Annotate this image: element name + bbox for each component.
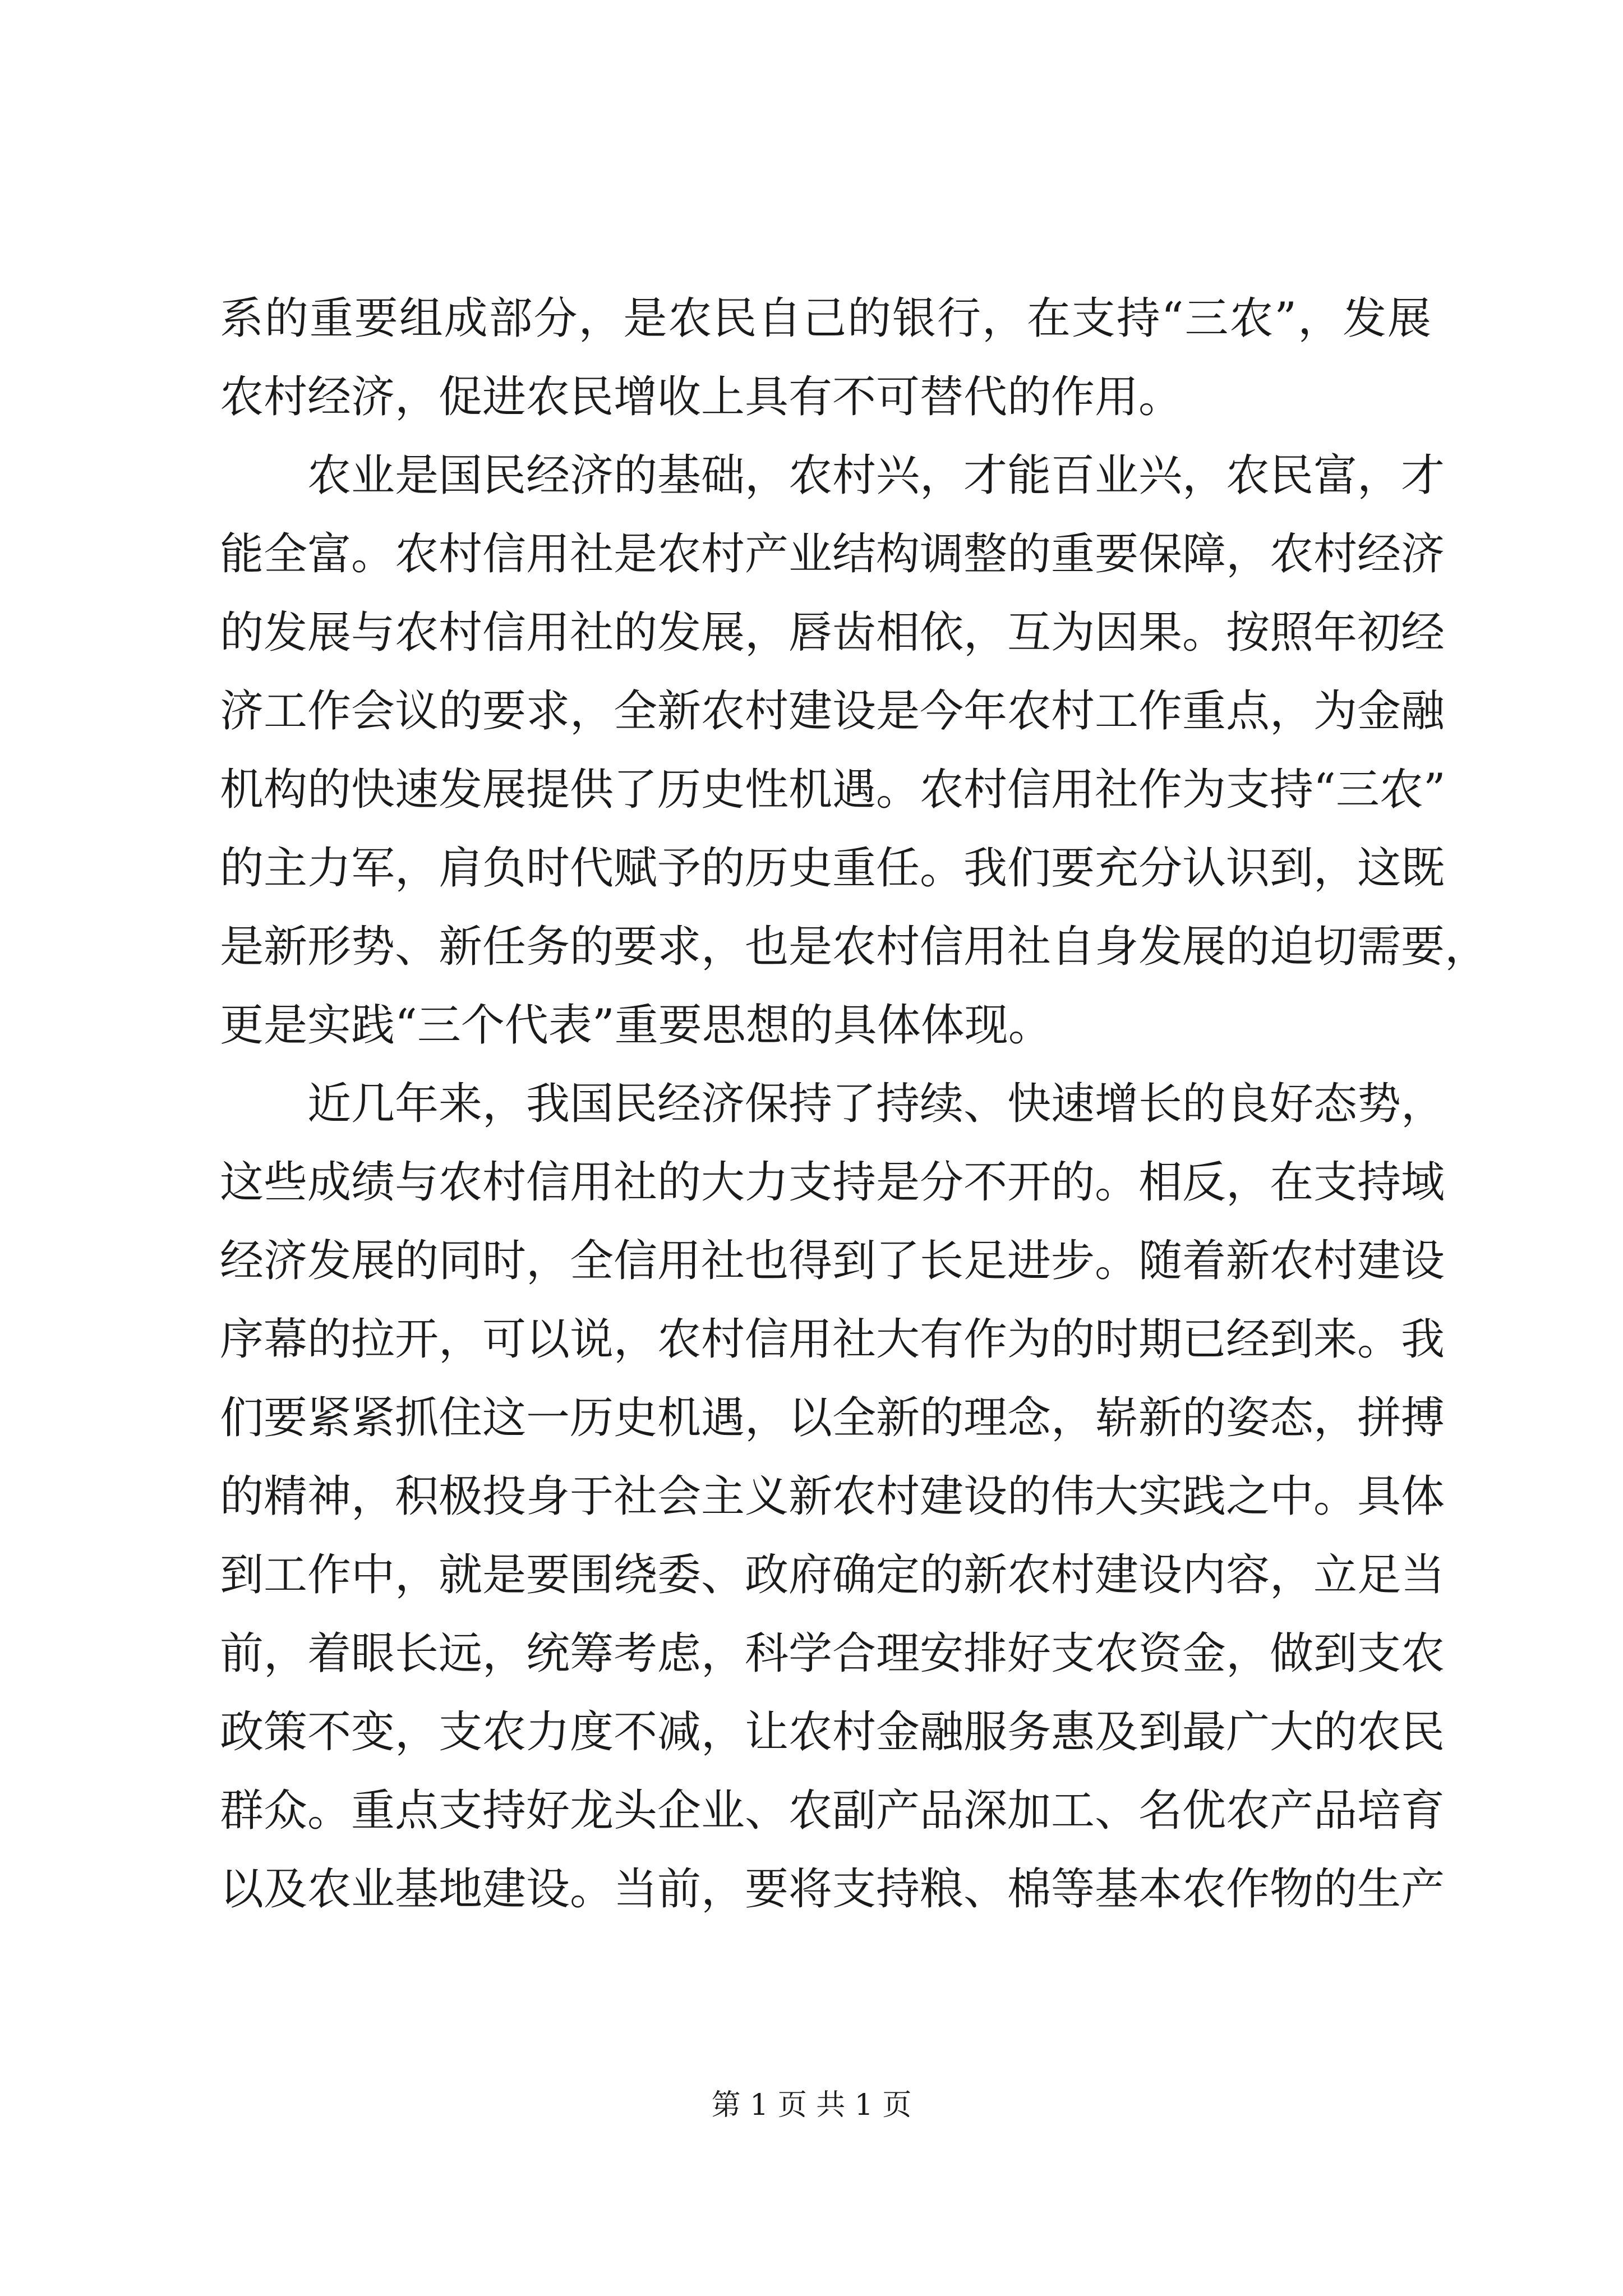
text-line: 前，着眼长远，统筹考虑，科学合理安排好支农资金，做到支农 <box>220 1628 1445 1679</box>
text-line: 能全富。农村信用社是农村产业结构调整的重要保障，农村经济 <box>220 529 1445 579</box>
text-line: 农业是国民经济的基础，农村兴，才能百业兴，农民富，才 <box>307 450 1445 501</box>
text-line: 的主力军，肩负时代赋予的历史重任。我们要充分认识到，这既 <box>220 843 1445 894</box>
text-line: 农村经济，促进农民增收上具有不可替代的作用。 <box>220 372 1183 422</box>
text-line: 系的重要组成部分，是农民自己的银行，在支持“三农”，发展 <box>220 293 1431 344</box>
text-line: 政策不变，支农力度不减，让农村金融服务惠及到最广大的农民 <box>220 1707 1445 1757</box>
text-line: 机构的快速发展提供了历史性机遇。农村信用社作为支持“三农” <box>220 765 1446 815</box>
page-number: 第 1 页 共 1 页 <box>711 2088 912 2122</box>
text-line: 们要紧紧抓住这一历史机遇，以全新的理念，崭新的姿态，拼搏 <box>220 1393 1445 1443</box>
text-line: 更是实践“三个代表”重要思想的具体体现。 <box>220 1000 1052 1051</box>
text-line: 经济发展的同时，全信用社也得到了长足进步。随着新农村建设 <box>220 1236 1445 1286</box>
text-line: 近几年来，我国民经济保持了持续、快速增长的良好态势， <box>307 1079 1445 1129</box>
text-line: 济工作会议的要求，全新农村建设是今年农村工作重点，为金融 <box>220 686 1445 737</box>
text-line: 群众。重点支持好龙头企业、农副产品深加工、名优农产品培育 <box>220 1786 1445 1836</box>
text-line: 的精神，积极投身于社会主义新农村建设的伟大实践之中。具体 <box>220 1471 1445 1522</box>
document-body <box>220 279 1489 1929</box>
text-line: 到工作中，就是要围绕委、政府确定的新农村建设内容，立足当 <box>220 1550 1445 1600</box>
text-line: 的发展与农村信用社的发展，唇齿相依，互为因果。按照年初经 <box>220 608 1445 658</box>
text-line: 这些成绩与农村信用社的大力支持是分不开的。相反，在支持域 <box>220 1157 1445 1208</box>
text-line: 序幕的拉开，可以说，农村信用社大有作为的时期已经到来。我 <box>220 1314 1445 1365</box>
text-line: 是新形势、新任务的要求，也是农村信用社自身发展的迫切需要， <box>220 922 1489 972</box>
text-line: 以及农业基地建设。当前，要将支持粮、棉等基本农作物的生产 <box>220 1864 1445 1915</box>
page-footer <box>0 2086 1623 2125</box>
